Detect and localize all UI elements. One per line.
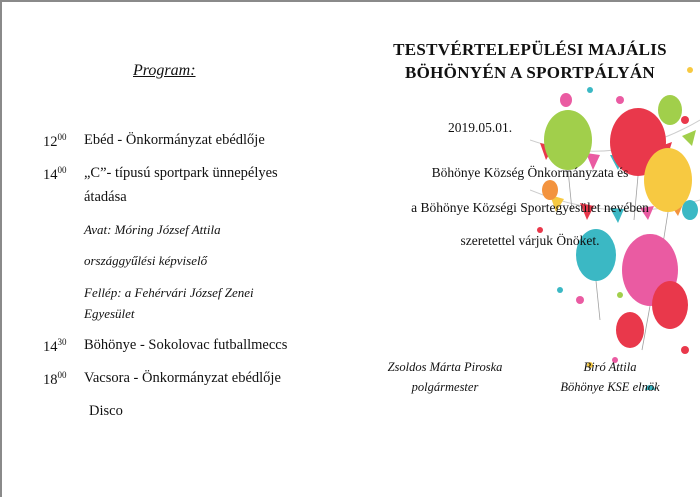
time-1200: $12^{00}$ xyxy=(43,132,67,150)
page-border-left xyxy=(0,0,2,497)
signature-right-role: Böhönye KSE elnök xyxy=(560,380,660,394)
signature-left-name: Zsoldos Márta Piroska xyxy=(387,360,503,374)
program-item-disco: Disco xyxy=(89,403,123,419)
balloons-illustration xyxy=(530,60,700,390)
time-1400: $14^{00}$ xyxy=(43,165,67,183)
sub-performer-cont: Egyesület xyxy=(84,306,135,321)
program-item-sportpark-cont: átadása xyxy=(84,189,127,205)
sub-inaugurator: Avat: Móring József Attila xyxy=(84,222,221,237)
invite-line-3: szeretettel várjuk Önöket. xyxy=(460,233,600,248)
event-title-line2: BÖHÖNYÉN A SPORTPÁLYÁN xyxy=(404,63,656,82)
program-heading: Program: xyxy=(133,62,196,79)
event-title-line1: TESTVÉRTELEPÜLÉSI MAJÁLIS xyxy=(393,40,667,59)
signature-right-name: Biró Attila xyxy=(583,360,637,374)
sub-performer: Fellép: a Fehérvári József Zenei xyxy=(84,285,254,300)
program-item-football: Böhönye - Sokolovac futballmeccs xyxy=(84,337,288,353)
invite-line-1: Böhönye Község Önkormányzata és xyxy=(431,165,629,180)
time-1430: $14^{30}$ xyxy=(43,337,67,355)
invite-line-2: a Böhönye Községi Sportegyesület nevében xyxy=(411,200,649,215)
program-item-sportpark: „C”- típusú sportpark ünnepélyes xyxy=(84,165,278,181)
program-item-lunch: Ebéd - Önkormányzat ebédlője xyxy=(84,132,265,148)
event-date: 2019.05.01. xyxy=(447,120,513,135)
program-item-dinner: Vacsora - Önkormányzat ebédlője xyxy=(84,370,281,386)
sub-inaugurator-role: országgyűlési képviselő xyxy=(84,253,208,268)
signature-left-role: polgármester xyxy=(411,380,479,394)
time-1800: $18^{00}$ xyxy=(43,370,67,388)
page-border-top xyxy=(0,0,700,2)
